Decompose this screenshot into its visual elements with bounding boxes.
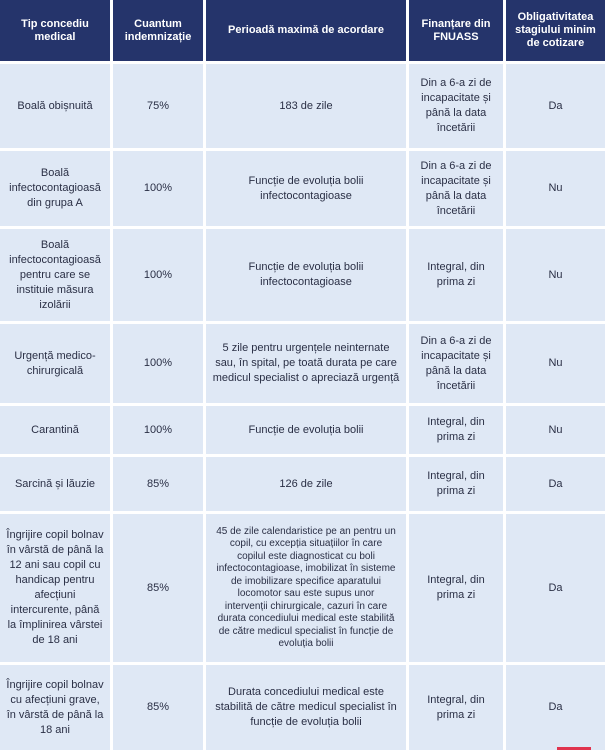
cell-leave-type: Boală infectocontagioasă din grupa A <box>0 151 110 226</box>
cell-allowance: 85% <box>113 665 203 750</box>
cell-min-contribution: Da <box>506 665 605 750</box>
cell-min-contribution: Nu <box>506 151 605 226</box>
cell-min-contribution: Nu <box>506 324 605 403</box>
cell-allowance: 100% <box>113 406 203 454</box>
cell-allowance: 100% <box>113 151 203 226</box>
cell-funding: Integral, din prima zi <box>409 406 503 454</box>
cell-allowance: 85% <box>113 457 203 511</box>
cell-max-period: 5 zile pentru urgențele neinternate sau, în spital, pe toată durata pe care medicul specialist o apreciază urgență <box>206 324 406 403</box>
cell-min-contribution: Nu <box>506 406 605 454</box>
cell-max-period: 183 de zile <box>206 64 406 148</box>
cell-max-period: Durata concediului medical este stabilită de către medicul specialist în funcție de evoluția bolii <box>206 665 406 750</box>
cell-funding: Integral, din prima zi <box>409 457 503 511</box>
cell-funding: Din a 6-a zi de incapacitate și până la data încetării <box>409 64 503 148</box>
cell-leave-type: Boală obișnuită <box>0 64 110 148</box>
cell-max-period: Funcție de evoluția bolii <box>206 406 406 454</box>
cell-max-period: Funcție de evoluția bolii infectocontagioase <box>206 229 406 321</box>
cell-leave-type: Urgență medico-chirurgicală <box>0 324 110 403</box>
cell-funding: Integral, din prima zi <box>409 229 503 321</box>
cell-funding: Integral, din prima zi <box>409 665 503 750</box>
cell-allowance: 100% <box>113 324 203 403</box>
cell-allowance: 85% <box>113 514 203 662</box>
cell-min-contribution: Da <box>506 457 605 511</box>
cell-leave-type: Carantină <box>0 406 110 454</box>
cell-min-contribution: Da <box>506 64 605 148</box>
cell-min-contribution: Nu <box>506 229 605 321</box>
cell-funding: Din a 6-a zi de incapacitate și până la data încetării <box>409 324 503 403</box>
header-leave-type: Tip concediu medical <box>0 0 110 61</box>
cell-leave-type: Îngrijire copil bolnav cu afecțiuni grave, în vârstă de până la 18 ani <box>0 665 110 750</box>
cell-funding: Din a 6-a zi de incapacitate și până la data încetării <box>409 151 503 226</box>
cell-max-period: 45 de zile calendaristice pe an pentru un copil, cu excepția situațiilor în care copilul este diagnosticat cu boli infectocontagioase, imobilizat în sisteme de imobilizare specifice aparatului locomotor sau este supus unor intervenții chirurgicale, cazuri în care durata concediului medical este stabilită de către medicul specialist în funcție de evoluția bolii <box>206 514 406 662</box>
cell-funding: Integral, din prima zi <box>409 514 503 662</box>
cell-leave-type: Boală infectocontagioasă pentru care se instituie măsura izolării <box>0 229 110 321</box>
header-allowance-amount: Cuantum indemnizație <box>113 0 203 61</box>
cell-max-period: Funcție de evoluția bolii infectocontagioase <box>206 151 406 226</box>
cell-allowance: 100% <box>113 229 203 321</box>
cell-max-period: 126 de zile <box>206 457 406 511</box>
cell-allowance: 75% <box>113 64 203 148</box>
cell-leave-type: Îngrijire copil bolnav în vârstă de până la 12 ani sau copil cu handicap pentru afecțiuni intercurente, până la împlinirea vârstei de 18 ani <box>0 514 110 662</box>
header-fnuass-funding: Finanțare din FNUASS <box>409 0 503 61</box>
cell-min-contribution: Da <box>506 514 605 662</box>
header-min-contribution: Obligativitatea stagiului minim de cotizare <box>506 0 605 61</box>
header-max-period: Perioadă maximă de acordare <box>206 0 406 61</box>
cell-leave-type: Sarcină și lăuzie <box>0 457 110 511</box>
